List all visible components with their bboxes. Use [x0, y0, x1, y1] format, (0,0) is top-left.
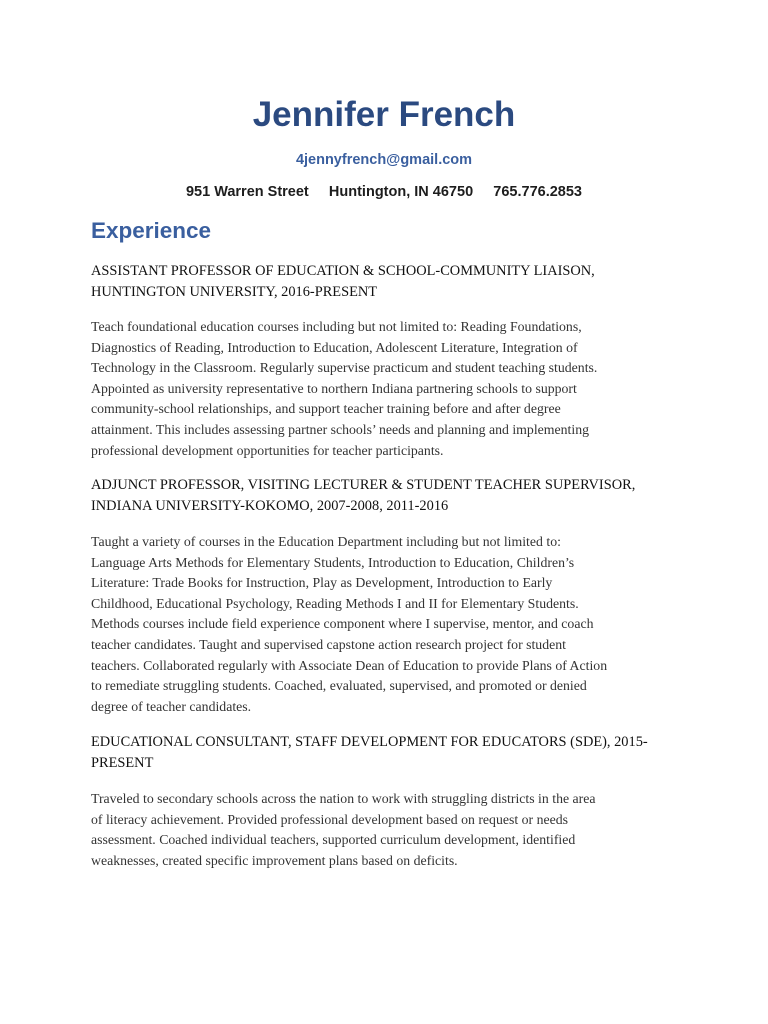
- job-description-line: Literature: Trade Books for Instruction, Play as Development, Introduction to Early: [91, 575, 553, 591]
- job-description-line: to remediate struggling students. Coached, evaluated, supervised, and promoted or denied: [91, 678, 587, 694]
- job-description-line: of literacy achievement. Provided professional development based on request or needs: [91, 811, 568, 827]
- candidate-name: Jennifer French: [252, 95, 516, 134]
- job-description-line: teachers. Collaborated regularly with Associate Dean of Education to provide Plans of Action: [91, 657, 608, 673]
- job-description: [91, 317, 681, 461]
- job-description: [91, 532, 681, 717]
- job-description-line: Methods courses include field experience component where I supervise, mentor, and coach: [91, 616, 594, 632]
- job-description: [91, 789, 681, 871]
- job-entry: [91, 475, 681, 717]
- city-state-zip: Huntington, IN 46750: [328, 184, 474, 200]
- job-description-line: attainment. This includes assessing partner schools’ needs and planning and implementing: [91, 421, 589, 437]
- job-description-line: Language Arts Methods for Elementary Students, Introduction to Education, Children’s: [91, 554, 575, 570]
- contact-line: [0, 182, 768, 202]
- job-description-line: assessment. Coached individual teachers, supported curriculum development, identified: [91, 832, 576, 848]
- job-entry: [91, 732, 681, 871]
- job-description-line: Traveled to secondary schools across the nation to work with struggling districts in the area: [91, 791, 596, 806]
- job-title-line: HUNTINGTON UNIVERSITY, 2016-PRESENT: [91, 284, 378, 300]
- phone-number: 765.776.2853: [493, 184, 582, 200]
- job-description-line: professional development opportunities for teacher participants.: [91, 442, 444, 458]
- job-description-line: Appointed as university representative to northern Indiana partnering schools to support: [91, 380, 577, 396]
- job-description-line: Teach foundational education courses including but not limited to: Reading Foundations,: [91, 319, 582, 334]
- job-description-line: teacher candidates. Taught and supervised capstone action research project for student: [91, 636, 566, 652]
- job-description-line: Taught a variety of courses in the Education Department including but not limited to:: [91, 534, 561, 549]
- job-title: [91, 475, 681, 517]
- job-title-line: EDUCATIONAL CONSULTANT, STAFF DEVELOPMENT FOR EDUCATORS (SDE), 2015-: [91, 734, 648, 750]
- job-title-line: ASSISTANT PROFESSOR OF EDUCATION & SCHOOL-COMMUNITY LIAISON,: [91, 263, 595, 279]
- experience-heading: Experience: [91, 218, 212, 243]
- job-entry: [91, 261, 681, 461]
- email-link[interactable]: 4jennyfrench@gmail.com: [295, 152, 473, 168]
- street-address: 951 Warren Street: [185, 184, 309, 200]
- job-description-line: community-school relationships, and support teacher training before and after degree: [91, 401, 561, 417]
- job-title: [91, 261, 681, 303]
- job-description-line: Diagnostics of Reading, Introduction to Education, Adolescent Literature, Integration of: [91, 339, 578, 355]
- job-title: [91, 732, 681, 774]
- job-description-line: Technology in the Classroom. Regularly supervise practicum and student teaching students.: [91, 360, 598, 376]
- job-title-line: PRESENT: [91, 755, 154, 771]
- job-title-line: INDIANA UNIVERSITY-KOKOMO, 2007-2008, 2011-2016: [91, 498, 449, 514]
- job-description-line: Childhood, Educational Psychology, Reading Methods I and II for Elementary Students.: [91, 595, 579, 611]
- job-title-line: ADJUNCT PROFESSOR, VISITING LECTURER & STUDENT TEACHER SUPERVISOR,: [91, 477, 636, 493]
- job-description-line: degree of teacher candidates.: [91, 698, 252, 714]
- job-description-line: weaknesses, created specific improvement plans based on deficits.: [91, 852, 458, 868]
